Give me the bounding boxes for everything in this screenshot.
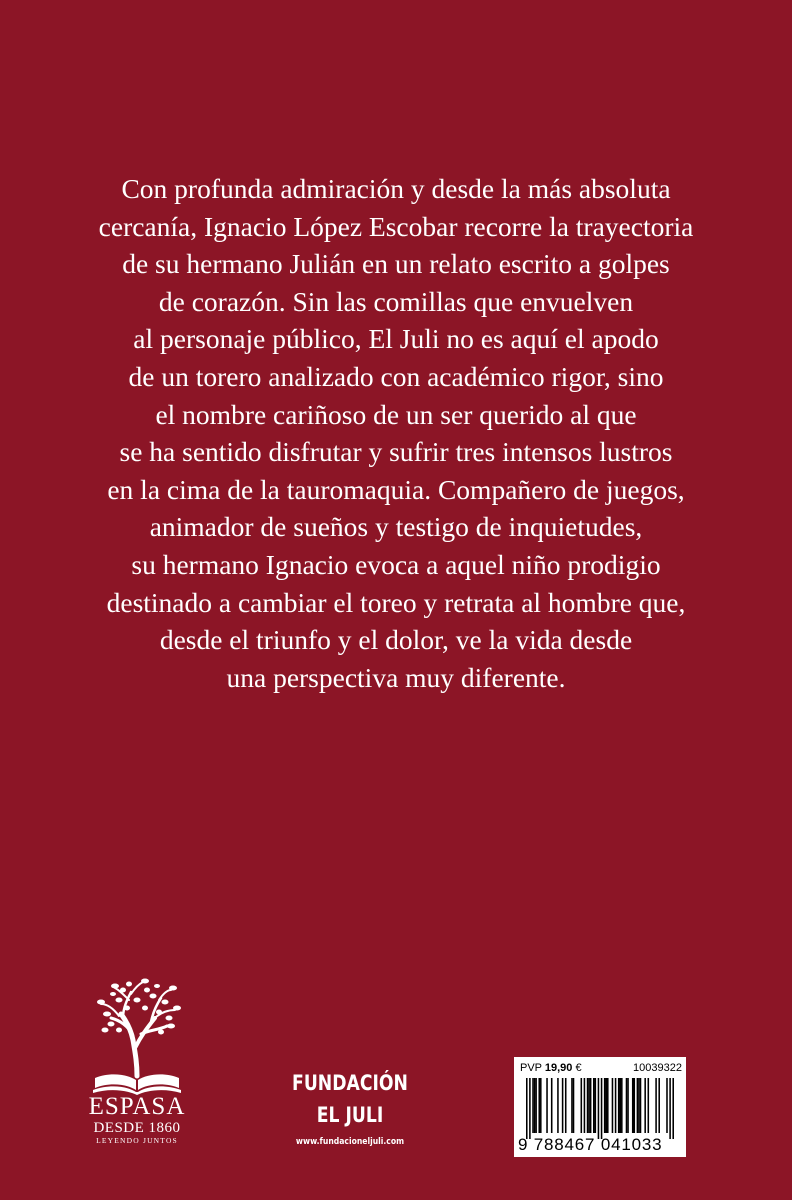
barcode-bar [644,1078,646,1133]
barcode-bar [526,1078,528,1139]
blurb-line: al personaje público, El Juli no es aquí el apodo [133,323,659,355]
barcode-bar [590,1078,592,1133]
barcode-bar [534,1078,536,1133]
blurb-line: Con profunda admiración y desde la más absoluta [121,173,671,204]
isbn-digits: 9 788467 041033 [518,1135,663,1154]
barcode-label [514,1057,686,1157]
barcode-bar [546,1078,548,1133]
barcode-bar [626,1078,628,1133]
blurb-line: de corazón. Sin las comillas que envuelven [158,285,634,317]
publisher-motto: LEYENDO JUNTOS [96,1136,178,1145]
barcode-bar [607,1078,609,1133]
barcode-bar [648,1078,650,1133]
barcode-bar [562,1078,564,1133]
price [520,1062,582,1074]
barcode-bar [633,1078,635,1133]
blurb-line: desde el triunfo y el dolor, ve la vida desde [159,624,633,656]
publisher-name: ESPASA [88,1093,186,1120]
barcode-bar [604,1078,606,1133]
back-cover-blurb [60,170,732,696]
barcode-bar [640,1078,642,1133]
blurb-line: una perspectiva muy diferente. [226,661,566,693]
barcode-bar [581,1078,583,1133]
price-currency: € [575,1062,582,1074]
barcode-bar [627,1078,629,1133]
barcode-bar [669,1078,671,1139]
barcode-bar [605,1078,607,1133]
blurb-line: en la cima de la tauromaquia. Compañero de juegos, [107,473,685,505]
barcode-bar [584,1078,586,1133]
product-code: 10039322 [633,1062,682,1074]
barcode-bar [598,1078,600,1139]
barcode-bar [618,1078,620,1133]
barcode-bar [593,1078,595,1133]
barcode-bar [538,1078,540,1133]
espasa-logo [82,978,192,1153]
barcode-bar [655,1078,657,1133]
barcode-bar [565,1078,567,1133]
barcode-bar [615,1078,617,1133]
blurb-line: animador de sueños y testigo de inquietudes, [149,511,643,543]
barcode-bar [573,1078,575,1133]
blurb-line: destinado a cambiar el toreo y retrata al hombre que, [106,586,686,618]
barcode-bar [658,1078,660,1133]
fundacion-logo [262,1067,438,1149]
barcode-bar [612,1078,614,1133]
price-row [520,1062,682,1074]
barcode-bar [672,1078,674,1139]
blurb-line: se ha sentido disfrutar y sufrir tres intensos lustros [119,436,673,468]
barcode-bar [540,1078,542,1133]
tree-book-icon [89,978,185,1096]
barcode-bar [666,1078,668,1133]
barcode-bar [637,1078,639,1133]
barcode-bar [557,1078,559,1133]
blurb-line: su hermano Ignacio evoca a aquel niño prodigio [131,548,661,580]
publisher-since: DESDE 1860 [93,1120,181,1136]
barcode-bar [621,1078,623,1133]
blurb-line: de un torero analizado con académico rigor, sino [128,360,664,392]
barcode-bar [571,1078,573,1133]
barcode-bar [588,1078,590,1133]
barcode-bar [529,1078,531,1139]
barcode-bar [532,1078,534,1133]
price-label: PVP [520,1062,542,1074]
barcode-bar [619,1078,621,1133]
barcode-bar [551,1078,553,1133]
barcode-bar [601,1078,603,1139]
fundacion-name-line2: EL JULI [316,1103,384,1127]
fundacion-name-line1: FUNDACIÓN [292,1071,408,1095]
barcode-bar [632,1078,634,1133]
blurb-line: el nombre cariñoso de un ser querido al que [155,398,637,430]
price-value: 19,90 [544,1062,573,1074]
barcode-bars [526,1078,674,1139]
fundacion-url: www.fundacioneljuli.com [295,1137,405,1147]
barcode-bar [638,1078,640,1133]
blurb-line: de su hermano Julián en un relato escrito a golpes [122,248,670,280]
blurb-line: cercanía, Ignacio López Escobar recorre la trayectoria [98,210,694,242]
barcode-bar [595,1078,597,1133]
barcode-bar [587,1078,589,1133]
barcode-bar [535,1078,537,1133]
